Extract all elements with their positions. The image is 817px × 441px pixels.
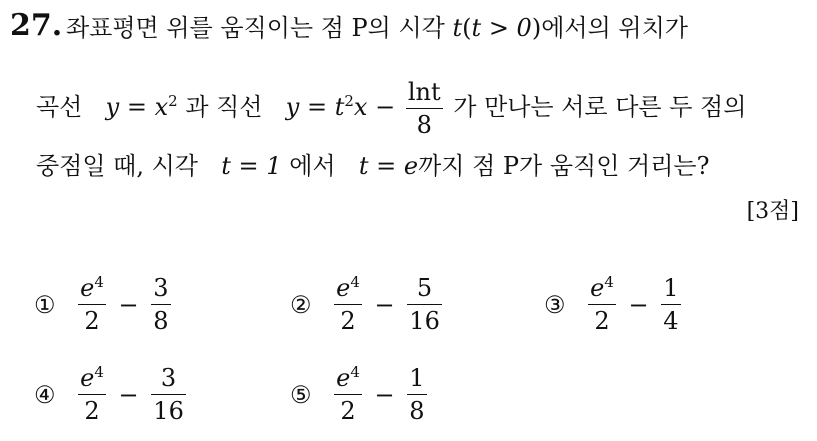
fraction-numerator: e — [590, 274, 605, 302]
choice-mark: ③ — [544, 290, 566, 319]
minus-sign: − — [118, 380, 139, 409]
choice-mark: ② — [290, 290, 312, 319]
choice-mark: ① — [34, 290, 56, 319]
fraction-numerator: e — [336, 274, 351, 302]
fraction-denominator: 2 — [340, 307, 356, 335]
time-variable: t — [452, 14, 463, 42]
minus-sign: − — [118, 290, 139, 319]
question-line-3 — [36, 146, 709, 186]
paren-open: ( — [462, 14, 472, 42]
exponent: 4 — [604, 273, 614, 291]
choice-fraction-1 — [78, 272, 106, 337]
question-number: 27. — [10, 8, 63, 43]
time-condition: t > 0 — [471, 14, 532, 42]
fraction-denominator: 2 — [84, 307, 100, 335]
minus-sign: − — [628, 290, 649, 319]
fraction-numerator: 3 — [151, 362, 186, 395]
question-text: 에서 — [289, 152, 336, 180]
answer-choice-4[interactable] — [34, 362, 189, 427]
fraction-numerator: 5 — [407, 272, 442, 305]
minus-sign: − — [374, 290, 395, 319]
fraction-denominator: 4 — [663, 307, 679, 335]
paren-close: ) — [531, 14, 542, 42]
answer-choice-5[interactable] — [290, 362, 430, 427]
line-x-term: x − — [353, 93, 396, 121]
fraction-numerator: 1 — [407, 362, 426, 395]
end-time: t = e — [358, 152, 419, 180]
choice-fraction-1 — [334, 362, 362, 427]
choice-mark: ⑤ — [290, 380, 312, 409]
curve-equation: y = x — [105, 93, 169, 121]
minus-sign: − — [374, 380, 395, 409]
choice-mark: ④ — [34, 380, 56, 409]
question-text: 가 만나는 서로 다른 두 점의 — [453, 93, 747, 121]
fraction-numerator: e — [80, 364, 95, 392]
fraction-denominator: 2 — [340, 397, 356, 425]
fraction-numerator: e — [80, 274, 95, 302]
exponent: 4 — [350, 273, 360, 291]
curve-exponent: 2 — [168, 92, 178, 110]
exponent: 4 — [350, 363, 360, 381]
fraction-numerator: 1 — [661, 272, 680, 305]
fraction-denominator: 2 — [84, 397, 100, 425]
fraction-denominator: 16 — [153, 397, 184, 425]
fraction-denominator: 8 — [409, 397, 425, 425]
choice-fraction-1 — [78, 362, 106, 427]
question-text: 까지 점 P가 움직인 거리는? — [418, 152, 710, 180]
choice-fraction-2 — [661, 272, 680, 337]
fraction-denominator: 2 — [594, 307, 610, 335]
choice-fraction-2 — [151, 272, 170, 337]
choice-fraction-1 — [588, 272, 616, 337]
answer-choice-1[interactable] — [34, 272, 174, 337]
answer-choice-3[interactable] — [544, 272, 684, 337]
question-text: 좌표평면 위를 움직이는 점 P의 시각 — [66, 14, 445, 42]
question-text: 곡선 — [36, 93, 83, 121]
fraction-numerator: e — [336, 364, 351, 392]
points-badge: [3점] — [746, 199, 799, 224]
fraction-numerator: lnt — [406, 76, 443, 109]
line-equation: y = t — [285, 93, 345, 121]
exponent: 4 — [94, 273, 104, 291]
fraction-denominator: 16 — [409, 307, 440, 335]
question-text: 과 직선 — [185, 93, 263, 121]
question-line-1 — [66, 8, 688, 48]
question-text: 중점일 때, 시각 — [36, 152, 198, 180]
question-text: 에서의 위치가 — [541, 14, 688, 42]
fraction-denominator: 8 — [153, 307, 169, 335]
choice-fraction-2 — [151, 362, 186, 427]
fraction-denominator: 8 — [416, 111, 432, 139]
choice-fraction-2 — [407, 272, 442, 337]
start-time: t = 1 — [221, 152, 282, 180]
question-line-2 — [36, 76, 746, 141]
fraction-numerator: 3 — [151, 272, 170, 305]
line-exponent: 2 — [344, 92, 354, 110]
choice-fraction-1 — [334, 272, 362, 337]
choice-fraction-2 — [407, 362, 426, 427]
exponent: 4 — [94, 363, 104, 381]
ln-fraction — [406, 76, 443, 141]
answer-choice-2[interactable] — [290, 272, 445, 337]
